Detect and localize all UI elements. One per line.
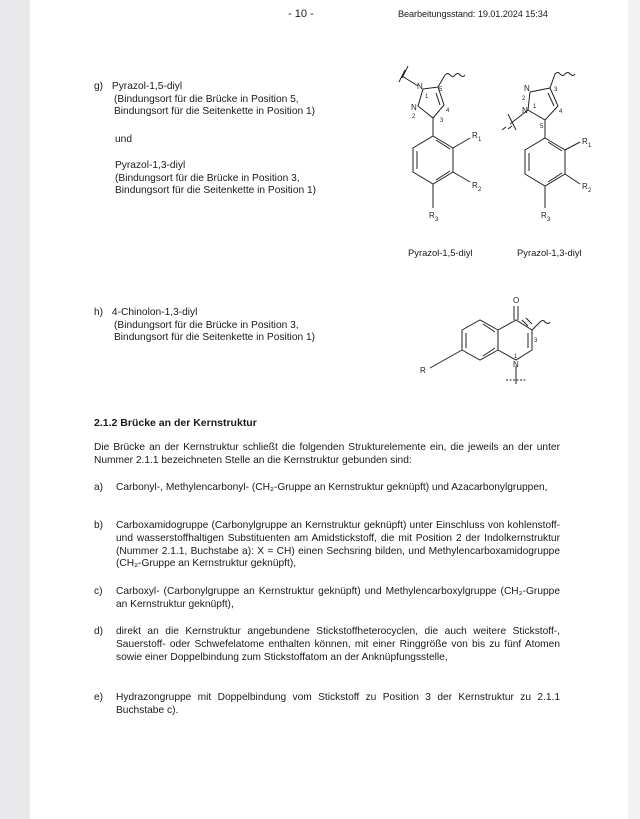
atom-number: 4 bbox=[446, 108, 450, 114]
section-g-line: Bindungsort für die Seitenkette in Position 1) bbox=[115, 185, 317, 197]
section-h-line: Bindungsort für die Seitenkette in Position 1) bbox=[114, 332, 316, 344]
section-h-label: h) bbox=[94, 307, 104, 318]
atom-label: N bbox=[417, 82, 423, 91]
substituent-label: R bbox=[420, 366, 426, 375]
list-item-label: e) bbox=[94, 692, 104, 703]
substituent-sub: 1 bbox=[478, 137, 482, 143]
atom-number: 5 bbox=[540, 124, 544, 130]
substituent-sub: 2 bbox=[478, 187, 482, 193]
section-h-title: 4-Chinolon-1,3-diyl bbox=[111, 307, 198, 318]
list-item-text: Hydrazongruppe mit Doppelbindung vom Stickstoff zu Position 3 der Kernstruktur zu 2.1.1 Buchstabe c). bbox=[116, 692, 560, 716]
atom-number: 2 bbox=[412, 114, 416, 120]
substituent-label: R bbox=[582, 182, 588, 191]
substituent-sub: 1 bbox=[588, 143, 592, 149]
substituent-sub: 2 bbox=[588, 188, 592, 194]
viewer-right-margin bbox=[628, 0, 640, 819]
substituent-sub: 3 bbox=[547, 217, 551, 223]
list-item-text: direkt an die Kernstruktur angebundene Stickstoffheterocyclen, die auch weitere Stickstoff-, Sauerstoff- oder Schwefelatome enthalten können, mit einer Ringgröße von bis zu fünf Atomen sowie einer Doppelbindung zum Stickstoffatom an der Anknüpfungsstelle, bbox=[116, 626, 560, 663]
list-item-label: a) bbox=[94, 482, 104, 493]
atom-number: 3 bbox=[440, 118, 444, 124]
edit-status: Bearbeitungsstand: 19.01.2024 15:34 bbox=[398, 9, 548, 19]
atom-number: 3 bbox=[554, 87, 558, 93]
atom-label: O bbox=[513, 296, 520, 305]
section-g-title-2: Pyrazol-1,3-diyl bbox=[115, 160, 186, 171]
atom-label: N bbox=[524, 84, 530, 93]
section-g-text-2 bbox=[115, 160, 316, 198]
figure-caption-right: Pyrazol-1,3-diyl bbox=[517, 247, 582, 258]
list-item bbox=[94, 586, 560, 612]
list-item-text: Carboxyl- (Carbonylgruppe an Kernstruktur geknüpft) und Methylencarboxylgruppe (CH₂-Gruppe an Kernstruktur geknüpft), bbox=[116, 586, 560, 610]
section-g-und: und bbox=[115, 134, 132, 145]
list-item-label: b) bbox=[94, 520, 104, 531]
atom-number: 3 bbox=[534, 338, 538, 344]
section-h-text bbox=[94, 307, 315, 345]
list-item bbox=[94, 520, 560, 571]
atom-label: N bbox=[411, 103, 417, 112]
atom-label: N bbox=[522, 106, 528, 115]
substituent-label: R bbox=[472, 131, 478, 140]
section-g-label: g) bbox=[94, 81, 104, 92]
atom-number: 4 bbox=[559, 109, 563, 115]
quinolone-structure-figure bbox=[412, 292, 552, 392]
section-h-line: (Bindungsort für die Brücke in Position 3, bbox=[114, 319, 299, 331]
atom-number: 1 bbox=[533, 104, 537, 110]
substituent-label: R bbox=[541, 211, 547, 220]
section-heading: 2.1.2 Brücke an der Kernstruktur bbox=[94, 417, 257, 429]
viewer-left-margin bbox=[0, 0, 30, 819]
atom-label: N bbox=[513, 360, 519, 369]
atom-number: 1 bbox=[514, 354, 518, 360]
list-item bbox=[94, 692, 560, 718]
figure-caption-left: Pyrazol-1,5-diyl bbox=[408, 247, 473, 258]
list-item-text: Carboxamidogruppe (Carbonylgruppe an Kernstruktur geknüpft) unter Einschluss von kohlenstoff- und wasserstoffhaltigen Substituenten am Amidstickstoff, die mit Position 2 der Indolkernstruktur (Nummer 2.1.1, Buchstabe a): X = CH) einen Sechsring bilden, und Methylencarboxamidogruppe (CH₂-Gruppe an Kernstruktur geknüpft), bbox=[116, 520, 560, 570]
section-g-line: (Bindungsort für die Brücke in Position 3, bbox=[115, 172, 300, 184]
list-item bbox=[94, 482, 560, 495]
atom-number: 2 bbox=[522, 96, 526, 102]
section-g-title: Pyrazol-1,5-diyl bbox=[111, 81, 183, 92]
substituent-label: R bbox=[472, 181, 478, 190]
substituent-label: R bbox=[429, 211, 435, 220]
list-item bbox=[94, 626, 560, 664]
atom-number: 5 bbox=[439, 87, 443, 93]
list-item-text: Carbonyl-, Methylencarbonyl- (CH₂-Gruppe an Kernstruktur geknüpft) und Azacarbonylgruppen, bbox=[116, 482, 548, 493]
substituent-sub: 3 bbox=[435, 217, 439, 223]
section-g-text bbox=[94, 81, 315, 119]
section-intro: Die Brücke an der Kernstruktur schließt die folgenden Strukturelemente ein, die jeweils an der unter Nummer 2.1.1 bezeichneten Stelle an die Kernstruktur gebunden sind: bbox=[94, 442, 560, 466]
atom-number: 1 bbox=[425, 94, 429, 100]
substituent-label: R bbox=[582, 137, 588, 146]
list-item-label: d) bbox=[94, 626, 104, 637]
page-number: - 10 - bbox=[288, 8, 314, 20]
pyrazole-structures-figure bbox=[390, 58, 605, 243]
section-g-line: (Bindungsort für die Brücke in Position 5, bbox=[114, 93, 299, 105]
section-g-line: Bindungsort für die Seitenkette in Position 1) bbox=[114, 106, 316, 118]
list-item-label: c) bbox=[94, 586, 103, 597]
